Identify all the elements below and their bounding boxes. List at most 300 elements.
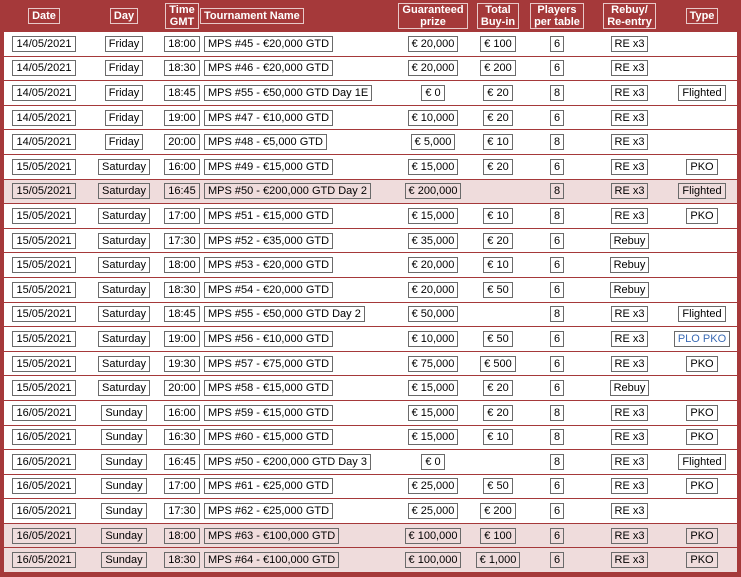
buyin-value: € 20 (483, 405, 512, 421)
players-value: 8 (550, 429, 564, 445)
players-cell (522, 229, 592, 254)
name-value: MPS #61 - €25,000 GTD (204, 478, 333, 494)
time-value: 17:30 (164, 233, 200, 249)
prize-cell (392, 32, 474, 57)
prize-cell (392, 57, 474, 82)
date-cell (4, 229, 84, 254)
table-row (4, 106, 737, 131)
day-cell (84, 499, 164, 524)
name-cell (200, 352, 392, 377)
date-cell (4, 352, 84, 377)
time-value: 18:00 (164, 257, 200, 273)
buyin-value: € 50 (483, 282, 512, 298)
day-value: Saturday (98, 282, 150, 298)
buyin-value: € 10 (483, 257, 512, 273)
type-cell (667, 81, 737, 106)
time-cell (164, 155, 200, 180)
name-cell (200, 450, 392, 475)
buyin-cell (474, 278, 522, 303)
day-value: Sunday (101, 405, 146, 421)
players-value: 8 (550, 405, 564, 421)
header-date: Date (4, 0, 84, 32)
day-cell (84, 548, 164, 573)
header-buyin (474, 0, 522, 32)
name-cell (200, 401, 392, 426)
day-value: Saturday (98, 257, 150, 273)
time-value: 16:00 (164, 405, 200, 421)
day-cell (84, 401, 164, 426)
players-value: 6 (550, 552, 564, 568)
time-cell (164, 401, 200, 426)
buyin-cell (474, 524, 522, 549)
type-value: PKO (686, 429, 717, 445)
buyin-value: € 50 (483, 331, 512, 347)
type-cell (667, 253, 737, 278)
type-cell (667, 401, 737, 426)
day-cell (84, 376, 164, 401)
prize-value: € 20,000 (408, 60, 459, 76)
name-cell (200, 155, 392, 180)
name-value: MPS #60 - €15,000 GTD (204, 429, 333, 445)
players-cell (522, 450, 592, 475)
date-cell (4, 180, 84, 205)
date-value: 15/05/2021 (12, 380, 75, 396)
players-cell (522, 81, 592, 106)
table-row (4, 548, 737, 573)
players-value: 8 (550, 306, 564, 322)
players-value: 8 (550, 208, 564, 224)
rebuy-cell (592, 253, 667, 278)
type-value: PKO (686, 208, 717, 224)
prize-value: € 15,000 (408, 208, 459, 224)
rebuy-cell (592, 180, 667, 205)
name-value: MPS #58 - €15,000 GTD (204, 380, 333, 396)
name-cell (200, 32, 392, 57)
date-value: 14/05/2021 (12, 134, 75, 150)
header-rebuy (592, 0, 667, 32)
rebuy-cell (592, 130, 667, 155)
time-cell (164, 278, 200, 303)
prize-value: € 10,000 (408, 331, 459, 347)
players-cell (522, 130, 592, 155)
name-cell (200, 57, 392, 82)
prize-cell (392, 253, 474, 278)
day-value: Saturday (98, 306, 150, 322)
day-value: Sunday (101, 552, 146, 568)
buyin-value: € 20 (483, 380, 512, 396)
date-cell (4, 499, 84, 524)
time-value: 17:00 (164, 478, 200, 494)
rebuy-cell (592, 475, 667, 500)
rebuy-cell (592, 303, 667, 328)
name-cell (200, 303, 392, 328)
rebuy-cell (592, 57, 667, 82)
day-value: Saturday (98, 380, 150, 396)
rebuy-cell (592, 376, 667, 401)
buyin-cell (474, 81, 522, 106)
time-cell (164, 130, 200, 155)
type-value: Flighted (678, 85, 725, 101)
players-value: 6 (550, 110, 564, 126)
prize-value: € 75,000 (408, 356, 459, 372)
prize-cell (392, 450, 474, 475)
day-value: Friday (105, 36, 144, 52)
players-value: 6 (550, 380, 564, 396)
day-cell (84, 352, 164, 377)
day-cell (84, 327, 164, 352)
buyin-value: € 50 (483, 478, 512, 494)
prize-cell (392, 426, 474, 451)
day-cell (84, 426, 164, 451)
day-value: Sunday (101, 503, 146, 519)
buyin-cell (474, 352, 522, 377)
type-cell (667, 32, 737, 57)
day-cell (84, 475, 164, 500)
date-value: 15/05/2021 (12, 233, 75, 249)
prize-value: € 5,000 (411, 134, 456, 150)
rebuy-value: Rebuy (610, 257, 650, 273)
prize-cell (392, 327, 474, 352)
table-row (4, 253, 737, 278)
table-row (4, 475, 737, 500)
date-cell (4, 253, 84, 278)
time-cell (164, 204, 200, 229)
time-value: 16:45 (164, 183, 200, 199)
name-value: MPS #47 - €10,000 GTD (204, 110, 333, 126)
name-cell (200, 376, 392, 401)
players-cell (522, 426, 592, 451)
table-row (4, 327, 737, 352)
date-value: 16/05/2021 (12, 503, 75, 519)
buyin-cell (474, 130, 522, 155)
date-cell (4, 57, 84, 82)
rebuy-cell (592, 278, 667, 303)
name-value: MPS #50 - €200,000 GTD Day 3 (204, 454, 371, 470)
rebuy-cell (592, 204, 667, 229)
type-cell (667, 352, 737, 377)
date-value: 15/05/2021 (12, 159, 75, 175)
rebuy-value: RE x3 (611, 331, 649, 347)
name-value: MPS #56 - €10,000 GTD (204, 331, 333, 347)
time-cell (164, 376, 200, 401)
buyin-value: € 10 (483, 134, 512, 150)
time-cell (164, 229, 200, 254)
players-cell (522, 180, 592, 205)
name-cell (200, 229, 392, 254)
table-row (4, 401, 737, 426)
time-value: 18:30 (164, 552, 200, 568)
type-value: Flighted (678, 306, 725, 322)
prize-value: € 15,000 (408, 429, 459, 445)
players-cell (522, 155, 592, 180)
date-cell (4, 278, 84, 303)
table-row (4, 499, 737, 524)
header-players (522, 0, 592, 32)
buyin-cell (474, 155, 522, 180)
day-cell (84, 81, 164, 106)
day-value: Friday (105, 110, 144, 126)
rebuy-value: Rebuy (610, 282, 650, 298)
table-row (4, 376, 737, 401)
prize-value: € 15,000 (408, 380, 459, 396)
prize-cell (392, 475, 474, 500)
time-value: 19:00 (164, 331, 200, 347)
time-cell (164, 303, 200, 328)
date-cell (4, 426, 84, 451)
buyin-value: € 200 (480, 503, 516, 519)
day-value: Sunday (101, 429, 146, 445)
day-value: Saturday (98, 356, 150, 372)
players-value: 6 (550, 356, 564, 372)
players-cell (522, 401, 592, 426)
name-value: MPS #55 - €50,000 GTD Day 2 (204, 306, 365, 322)
table-row (4, 180, 737, 205)
date-cell (4, 130, 84, 155)
header-rebuy-label: Rebuy/ Re-entry (603, 3, 656, 29)
prize-value: € 0 (421, 85, 444, 101)
time-value: 16:30 (164, 429, 200, 445)
day-value: Friday (105, 60, 144, 76)
table-row (4, 32, 737, 57)
type-cell (667, 524, 737, 549)
date-cell (4, 303, 84, 328)
prize-cell (392, 130, 474, 155)
players-cell (522, 352, 592, 377)
date-value: 15/05/2021 (12, 183, 75, 199)
prize-value: € 100,000 (405, 552, 462, 568)
prize-cell (392, 278, 474, 303)
type-cell (667, 229, 737, 254)
buyin-cell (474, 106, 522, 131)
prize-cell (392, 180, 474, 205)
date-cell (4, 327, 84, 352)
buyin-value: € 20 (483, 159, 512, 175)
date-cell (4, 81, 84, 106)
prize-value: € 100,000 (405, 528, 462, 544)
time-value: 16:45 (164, 454, 200, 470)
buyin-value: € 20 (483, 233, 512, 249)
buyin-cell (474, 32, 522, 57)
date-value: 15/05/2021 (12, 282, 75, 298)
time-value: 17:00 (164, 208, 200, 224)
day-value: Saturday (98, 233, 150, 249)
header-prize (392, 0, 474, 32)
buyin-cell (474, 204, 522, 229)
day-value: Sunday (101, 528, 146, 544)
rebuy-value: RE x3 (611, 159, 649, 175)
buyin-cell (474, 450, 522, 475)
table-row (4, 229, 737, 254)
name-cell (200, 204, 392, 229)
type-cell (667, 450, 737, 475)
table-row (4, 204, 737, 229)
type-cell (667, 303, 737, 328)
type-value: PKO (686, 356, 717, 372)
prize-cell (392, 499, 474, 524)
buyin-value: € 1,000 (476, 552, 521, 568)
buyin-value: € 10 (483, 429, 512, 445)
name-cell (200, 499, 392, 524)
prize-cell (392, 401, 474, 426)
name-value: MPS #55 - €50,000 GTD Day 1E (204, 85, 372, 101)
buyin-cell (474, 475, 522, 500)
type-cell (667, 376, 737, 401)
buyin-value: € 20 (483, 110, 512, 126)
time-cell (164, 32, 200, 57)
type-value: PKO (686, 552, 717, 568)
rebuy-value: RE x3 (611, 454, 649, 470)
buyin-cell (474, 180, 522, 205)
rebuy-cell (592, 499, 667, 524)
prize-value: € 200,000 (405, 183, 462, 199)
date-value: 16/05/2021 (12, 454, 75, 470)
prize-value: € 20,000 (408, 282, 459, 298)
buyin-cell (474, 499, 522, 524)
players-value: 6 (550, 233, 564, 249)
players-value: 6 (550, 159, 564, 175)
day-cell (84, 130, 164, 155)
buyin-value: € 100 (480, 528, 516, 544)
type-value: PKO (686, 405, 717, 421)
type-value: PKO (686, 159, 717, 175)
type-value: PLO PKO (674, 331, 730, 347)
rebuy-value: RE x3 (611, 429, 649, 445)
type-cell (667, 426, 737, 451)
type-cell (667, 57, 737, 82)
rebuy-value: Rebuy (610, 233, 650, 249)
time-value: 20:00 (164, 380, 200, 396)
type-value: PKO (686, 478, 717, 494)
buyin-cell (474, 253, 522, 278)
time-value: 19:00 (164, 110, 200, 126)
date-value: 15/05/2021 (12, 306, 75, 322)
time-value: 18:30 (164, 282, 200, 298)
players-cell (522, 57, 592, 82)
type-cell (667, 278, 737, 303)
rebuy-value: RE x3 (611, 356, 649, 372)
players-value: 8 (550, 85, 564, 101)
time-cell (164, 426, 200, 451)
table-body (4, 32, 737, 573)
buyin-cell (474, 401, 522, 426)
date-value: 16/05/2021 (12, 429, 75, 445)
prize-value: € 35,000 (408, 233, 459, 249)
day-cell (84, 303, 164, 328)
prize-cell (392, 548, 474, 573)
buyin-value: € 20 (483, 85, 512, 101)
time-cell (164, 475, 200, 500)
buyin-cell (474, 376, 522, 401)
day-value: Friday (105, 85, 144, 101)
date-value: 16/05/2021 (12, 478, 75, 494)
rebuy-value: RE x3 (611, 134, 649, 150)
time-cell (164, 450, 200, 475)
prize-value: € 0 (421, 454, 444, 470)
table-row (4, 524, 737, 549)
table-row (4, 278, 737, 303)
rebuy-value: RE x3 (611, 183, 649, 199)
name-cell (200, 81, 392, 106)
players-cell (522, 327, 592, 352)
day-cell (84, 253, 164, 278)
name-value: MPS #54 - €20,000 GTD (204, 282, 333, 298)
time-cell (164, 548, 200, 573)
players-cell (522, 524, 592, 549)
date-value: 16/05/2021 (12, 528, 75, 544)
name-value: MPS #49 - €15,000 GTD (204, 159, 333, 175)
type-value: Flighted (678, 454, 725, 470)
header-row (4, 0, 737, 32)
name-cell (200, 253, 392, 278)
header-day: Day (84, 0, 164, 32)
rebuy-cell (592, 32, 667, 57)
time-cell (164, 57, 200, 82)
rebuy-cell (592, 524, 667, 549)
name-cell (200, 278, 392, 303)
type-cell (667, 155, 737, 180)
players-value: 8 (550, 134, 564, 150)
rebuy-cell (592, 327, 667, 352)
players-value: 6 (550, 478, 564, 494)
name-cell (200, 548, 392, 573)
table-row (4, 81, 737, 106)
time-cell (164, 524, 200, 549)
prize-value: € 25,000 (408, 503, 459, 519)
rebuy-value: RE x3 (611, 552, 649, 568)
time-value: 18:45 (164, 306, 200, 322)
day-value: Friday (105, 134, 144, 150)
players-value: 6 (550, 36, 564, 52)
name-value: MPS #59 - €15,000 GTD (204, 405, 333, 421)
buyin-cell (474, 57, 522, 82)
prize-value: € 10,000 (408, 110, 459, 126)
players-cell (522, 204, 592, 229)
day-cell (84, 524, 164, 549)
table-row (4, 303, 737, 328)
date-cell (4, 376, 84, 401)
buyin-cell (474, 327, 522, 352)
header-time (164, 0, 200, 32)
date-value: 15/05/2021 (12, 257, 75, 273)
date-value: 14/05/2021 (12, 36, 75, 52)
date-value: 14/05/2021 (12, 85, 75, 101)
name-value: MPS #48 - €5,000 GTD (204, 134, 327, 150)
rebuy-cell (592, 106, 667, 131)
day-cell (84, 278, 164, 303)
name-cell (200, 475, 392, 500)
time-cell (164, 253, 200, 278)
header-prize-label: Guaranteed prize (398, 3, 467, 29)
prize-value: € 20,000 (408, 36, 459, 52)
time-value: 17:30 (164, 503, 200, 519)
table-row (4, 130, 737, 155)
players-value: 6 (550, 331, 564, 347)
date-cell (4, 450, 84, 475)
time-cell (164, 81, 200, 106)
prize-cell (392, 106, 474, 131)
name-value: MPS #57 - €75,000 GTD (204, 356, 333, 372)
day-cell (84, 32, 164, 57)
header-name: Tournament Name (200, 0, 392, 32)
rebuy-value: RE x3 (611, 528, 649, 544)
type-cell (667, 475, 737, 500)
day-value: Saturday (98, 159, 150, 175)
prize-cell (392, 303, 474, 328)
type-cell (667, 499, 737, 524)
rebuy-cell (592, 229, 667, 254)
prize-cell (392, 155, 474, 180)
buyin-cell (474, 303, 522, 328)
